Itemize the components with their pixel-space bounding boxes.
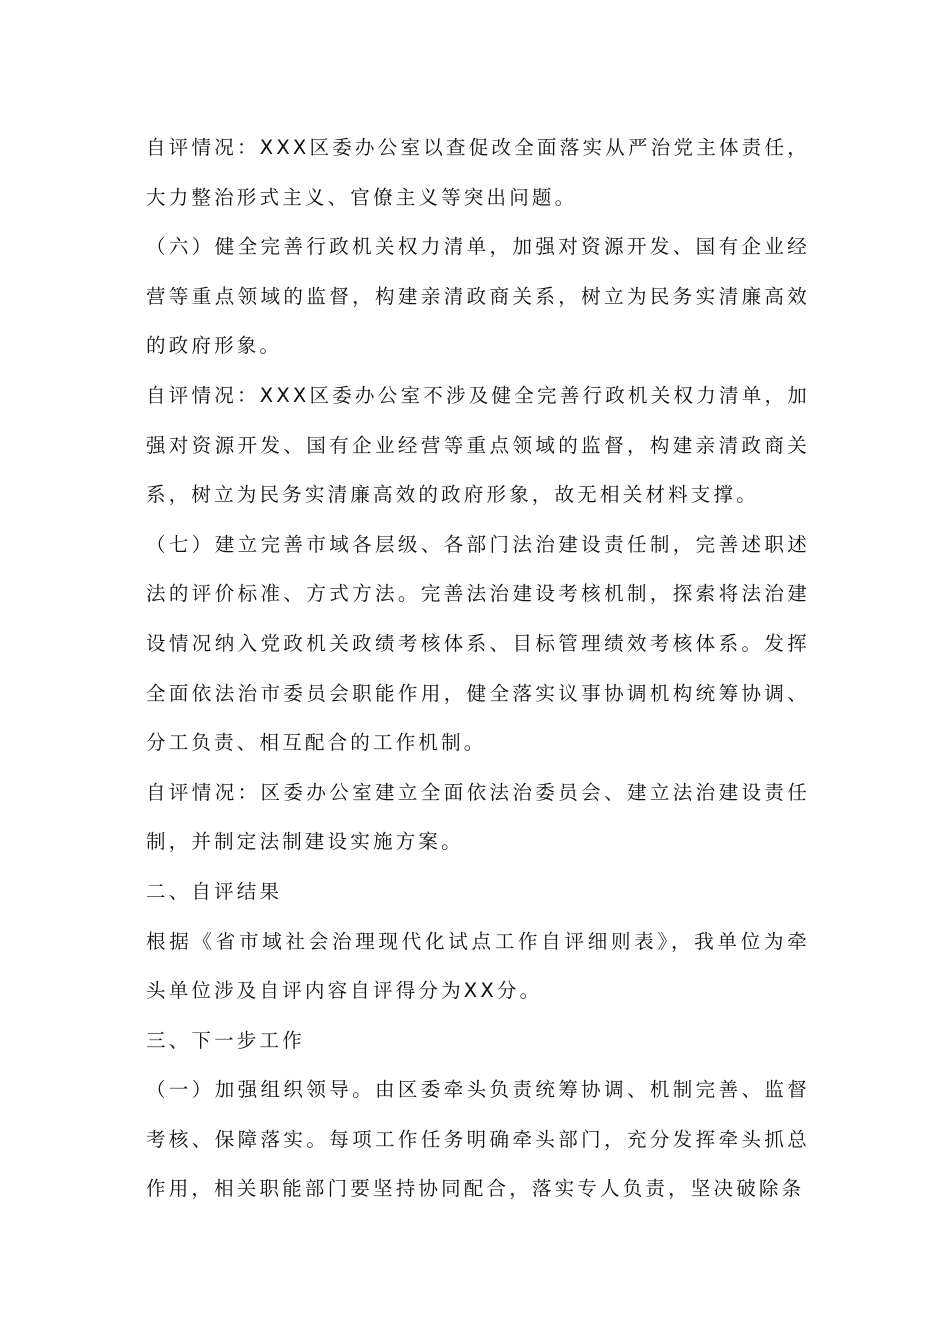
results-paragraph: 根据《省市域社会治理现代化试点工作自评细则表》，我单位为牵头单位涉及自评内容自评得分为XX分。 [146, 929, 810, 1003]
document-body [146, 123, 810, 1214]
next-steps-item-one: （一）加强组织领导。由区委牵头负责统筹协调、机制完善、监督考核、保障落实。每项工作任务明确牵头部门，充分发挥牵头抓总作用，相关职能部门要坚持协同配合，落实专人负责，坚决破除条 [146, 1078, 810, 1201]
item-seven-paragraph: （七）建立完善市域各层级、各部门法治建设责任制，完善述职述法的评价标准、方式方法。完善法治建设考核机制，探索将法治建设情况纳入党政机关政绩考核体系、目标管理绩效考核体系。发挥全面依法治市委员会职能作用，健全落实议事协调机构统筹协调、分工负责、相互配合的工作机制。 [146, 532, 810, 755]
self-evaluation-paragraph-2: 自评情况：XXX区委办公室不涉及健全完善行政机关权力清单，加强对资源开发、国有企业经营等重点领域的监督，构建亲清政商关系，树立为民务实清廉高效的政府形象，故无相关材料支撑。 [146, 383, 810, 507]
self-evaluation-paragraph-3: 自评情况：区委办公室建立全面依法治委员会、建立法治建设责任制，并制定法制建设实施方案。 [146, 780, 810, 854]
section-heading-next-steps: 三、下一步工作 [146, 1028, 305, 1052]
item-six-paragraph: （六）健全完善行政机关权力清单，加强对资源开发、国有企业经营等重点领域的监督，构建亲清政商关系，树立为民务实清廉高效的政府形象。 [146, 235, 810, 358]
section-heading-results: 二、自评结果 [146, 879, 283, 903]
self-evaluation-paragraph-1: 自评情况：XXX区委办公室以查促改全面落实从严治党主体责任，大力整治形式主义、官僚主义等突出问题。 [146, 136, 810, 209]
